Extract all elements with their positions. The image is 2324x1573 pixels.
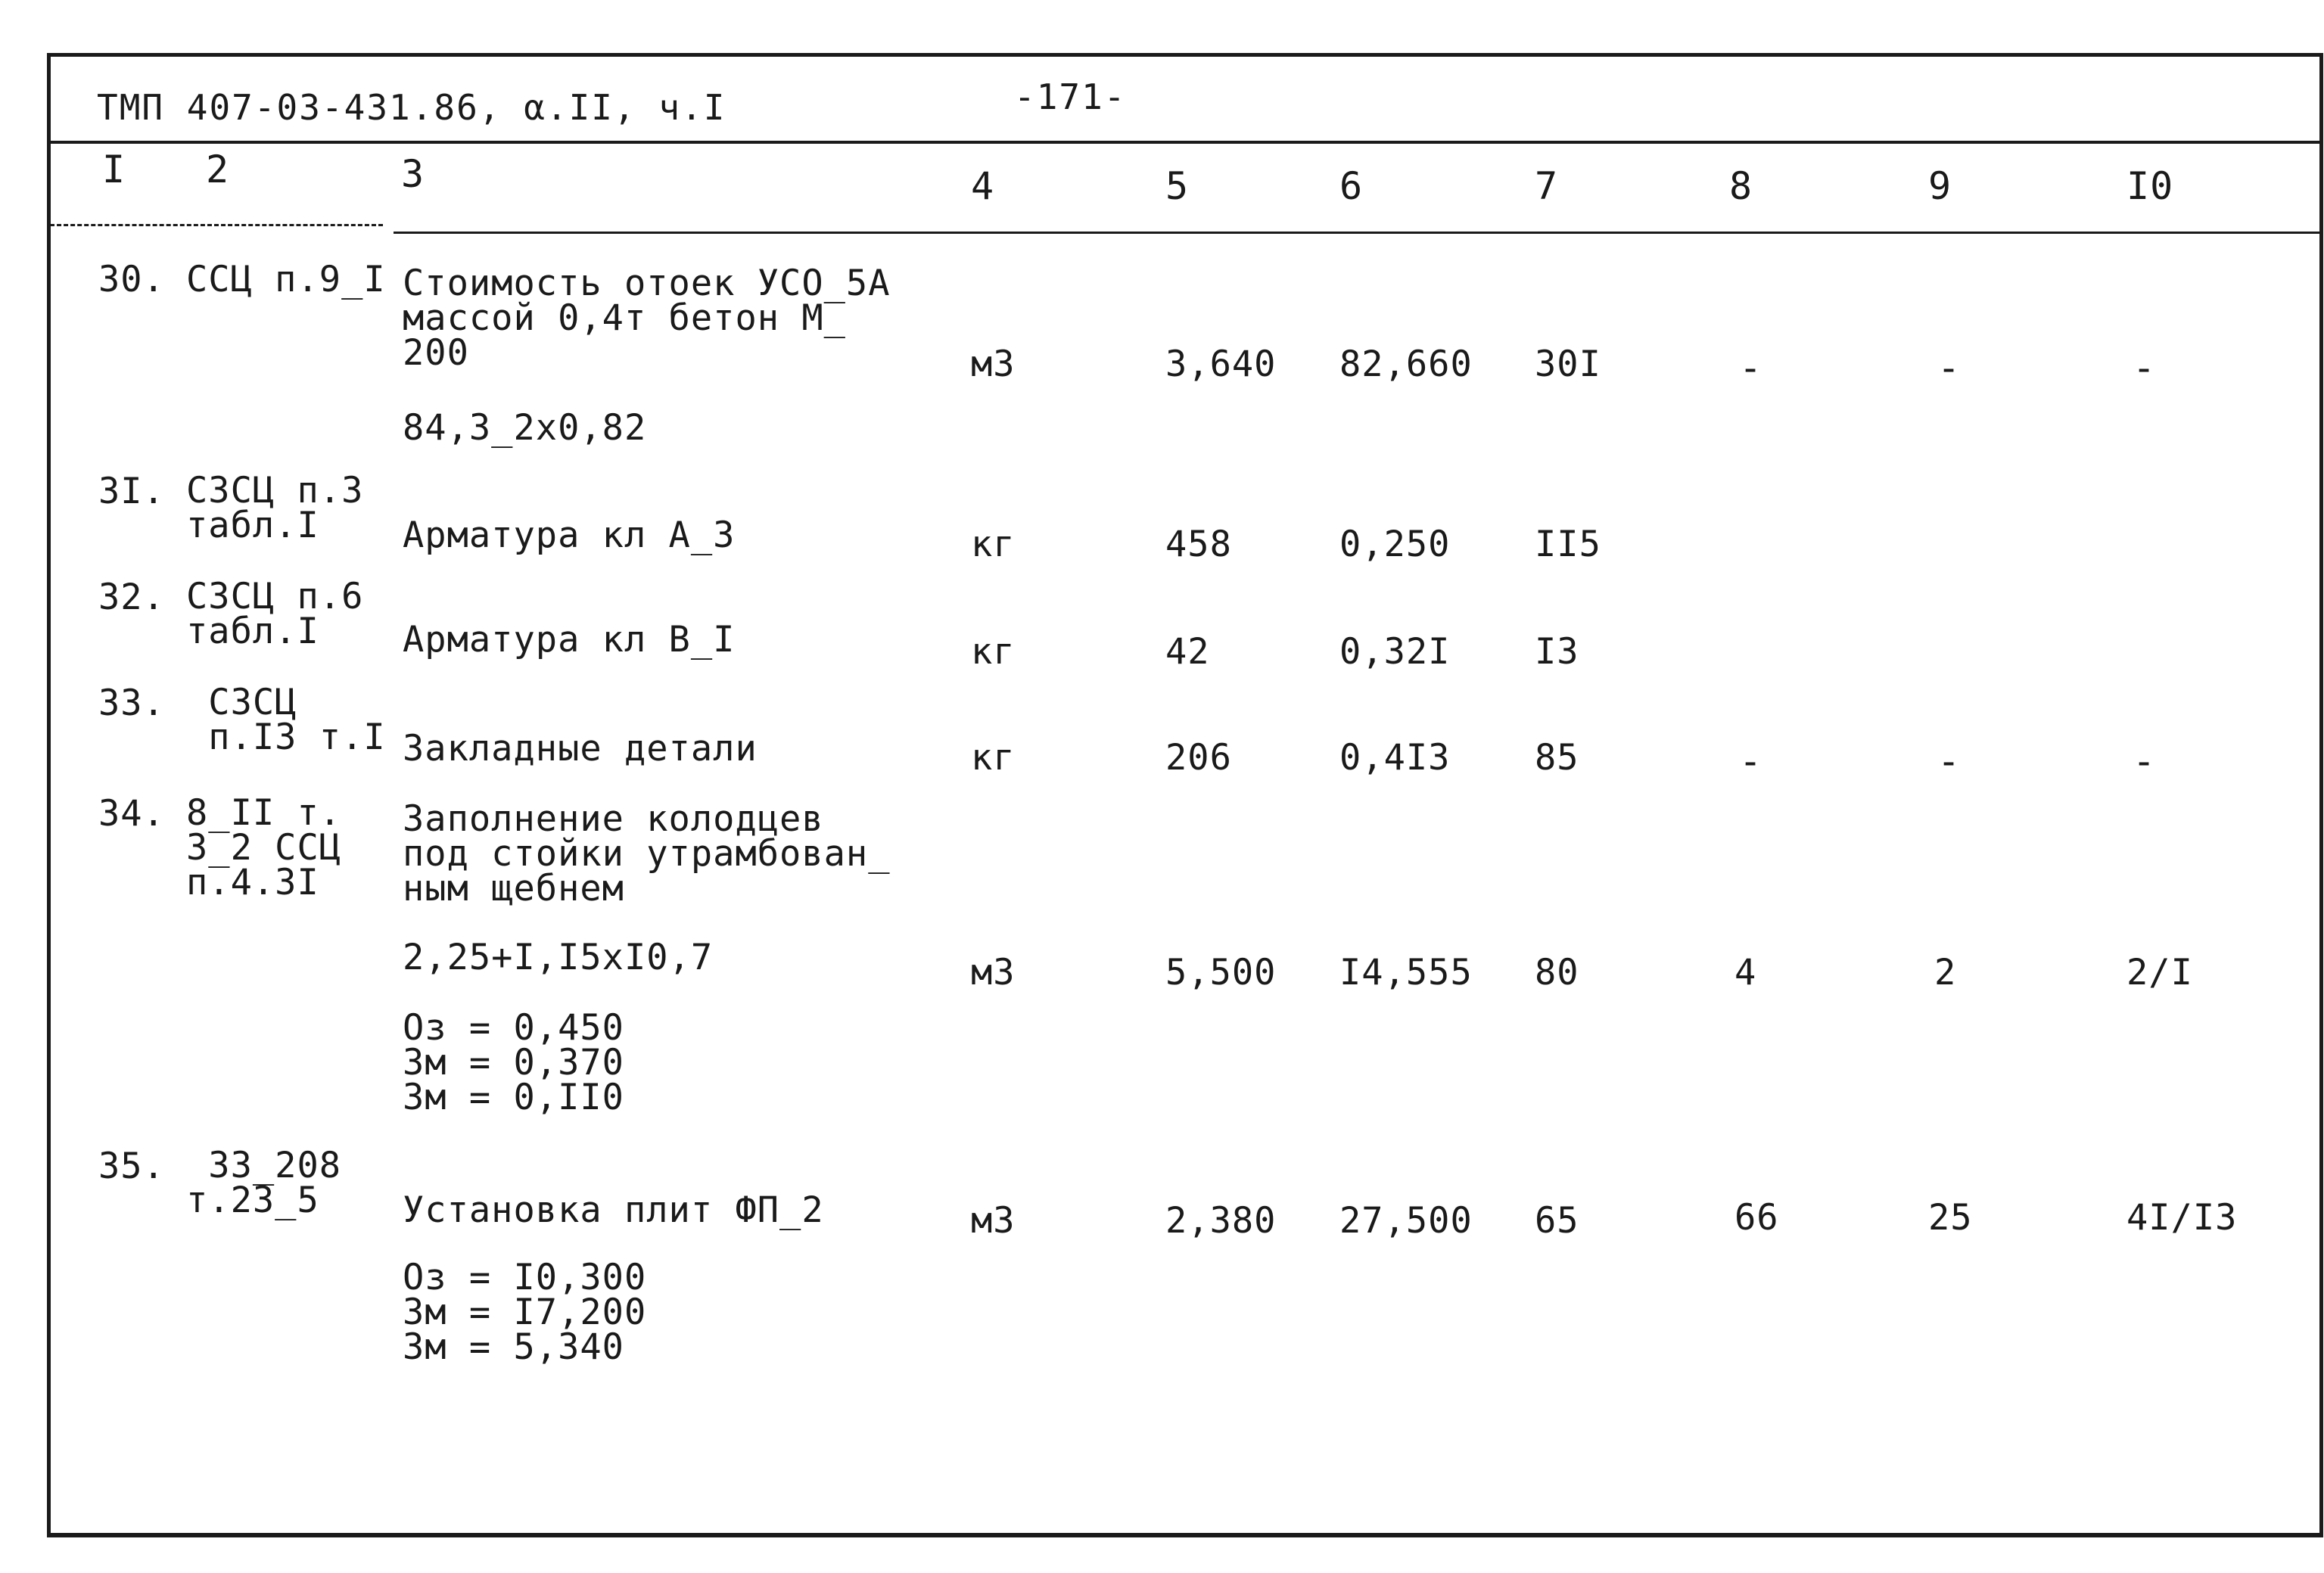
row-unit: кг xyxy=(971,524,1016,565)
row-number: 32. xyxy=(98,577,165,618)
row-unit: кг xyxy=(971,631,1016,673)
row-number: 34. xyxy=(98,793,165,835)
row-notes: Оз = I0,300 Зм = I7,200 Зм = 5,340 xyxy=(403,1257,647,1368)
row-total: I3 xyxy=(1535,631,1579,673)
row-col9: 25 xyxy=(1928,1197,1973,1239)
row-price: 0,250 xyxy=(1339,524,1451,565)
column-header-5: 5 xyxy=(1165,164,1190,208)
row-unit: м3 xyxy=(971,952,1016,993)
row-unit: м3 xyxy=(971,1200,1016,1242)
row-col9: - xyxy=(1937,739,1962,783)
column-header-6: 6 xyxy=(1339,164,1364,208)
column-header-1: I xyxy=(102,148,126,191)
column-header-8: 8 xyxy=(1729,164,1753,208)
row-price: 0,32I xyxy=(1339,631,1451,673)
row-description: Арматура кл В_I xyxy=(403,619,736,661)
row-description: Арматура кл А_3 xyxy=(403,514,736,556)
column-header-7: 7 xyxy=(1535,164,1559,208)
column-header-10: I0 xyxy=(2126,164,2174,208)
row-number: 35. xyxy=(98,1146,165,1187)
page-number: -171- xyxy=(1014,76,1127,117)
header-separator-left xyxy=(50,224,383,226)
row-description: Установка плит ФП_2 xyxy=(403,1189,824,1231)
document-reference: ТМП 407-03-431.86, α.II, ч.I xyxy=(97,87,726,128)
row-col10: 4I/I3 xyxy=(2126,1197,2238,1239)
column-header-2: 2 xyxy=(206,148,230,191)
row-quantity: 2,380 xyxy=(1165,1200,1277,1242)
row-col8: 4 xyxy=(1734,952,1757,993)
column-header-3: 3 xyxy=(401,152,425,196)
row-total: 65 xyxy=(1535,1200,1579,1242)
row-col8: - xyxy=(1739,346,1763,390)
row-description: Стоимость отоек УСО_5А массой 0,4т бетон М_ 200 xyxy=(403,263,891,374)
row-col9: - xyxy=(1937,346,1962,390)
row-quantity: 5,500 xyxy=(1165,952,1277,993)
row-reference: 33_208 т.23_5 xyxy=(186,1145,342,1221)
row-col8: - xyxy=(1739,739,1763,783)
row-reference: СЗСЦ п.3 табл.I xyxy=(186,470,364,546)
row-description: Закладные детали xyxy=(403,728,758,769)
row-unit: кг xyxy=(971,737,1016,779)
row-quantity: 458 xyxy=(1165,524,1232,565)
row-number: 30. xyxy=(98,259,165,300)
row-reference: 8_II т. 3_2 ССЦ п.4.3I xyxy=(186,792,342,903)
column-header-4: 4 xyxy=(971,164,995,208)
row-description: Заполнение колодцев под стойки утрамбован_ ным щебнем xyxy=(403,798,891,909)
row-price: 82,660 xyxy=(1339,344,1473,385)
row-total: II5 xyxy=(1535,524,1601,565)
row-total: 30I xyxy=(1535,344,1601,385)
row-unit: м3 xyxy=(971,344,1016,385)
row-quantity: 206 xyxy=(1165,737,1232,779)
row-formula: 84,3_2х0,82 xyxy=(403,407,647,449)
row-number: 33. xyxy=(98,682,165,724)
row-col8: 66 xyxy=(1734,1197,1779,1239)
row-formula: 2,25+I,I5хI0,7 xyxy=(403,937,714,978)
row-col10: - xyxy=(2133,346,2157,390)
row-col10: 2/I xyxy=(2126,952,2193,993)
header-separator xyxy=(394,232,2323,234)
row-price: 0,4I3 xyxy=(1339,737,1451,779)
row-col10: - xyxy=(2133,739,2157,783)
row-number: 3I. xyxy=(98,471,165,512)
row-notes: Оз = 0,450 Зм = 0,370 Зм = 0,II0 xyxy=(403,1007,624,1118)
row-quantity: 42 xyxy=(1165,631,1210,673)
row-quantity: 3,640 xyxy=(1165,344,1277,385)
row-reference: СЗСЦ п.I3 т.I xyxy=(208,682,386,758)
row-total: 80 xyxy=(1535,952,1579,993)
header-top-rule xyxy=(48,141,2323,144)
row-col9: 2 xyxy=(1934,952,1957,993)
row-reference: СЗСЦ п.6 табл.I xyxy=(186,576,364,652)
document-frame xyxy=(47,53,2323,1537)
row-price: 27,500 xyxy=(1339,1200,1473,1242)
row-price: I4,555 xyxy=(1339,952,1473,993)
column-header-9: 9 xyxy=(1928,164,1952,208)
row-reference: ССЦ п.9_I xyxy=(186,259,386,300)
row-total: 85 xyxy=(1535,737,1579,779)
